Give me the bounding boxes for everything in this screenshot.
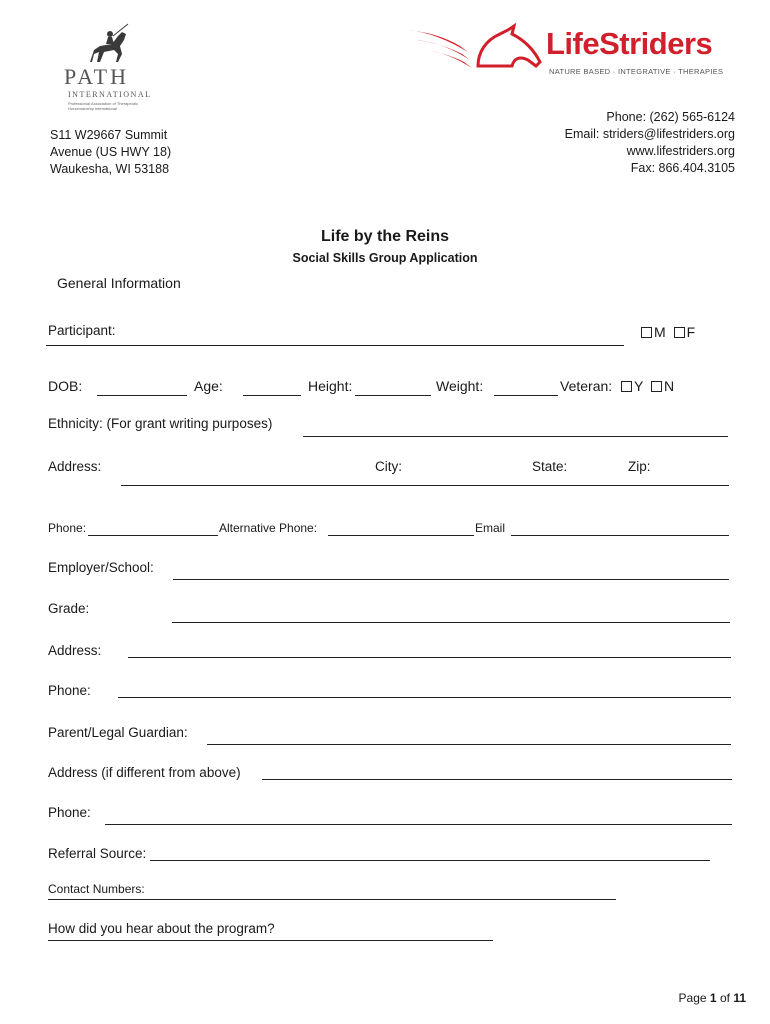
sex-options — [641, 324, 695, 340]
dob-label: DOB: — [48, 378, 83, 394]
lifestriders-tagline: NATURE BASED · INTEGRATIVE · THERAPIES — [549, 67, 724, 76]
weight-field[interactable] — [494, 395, 558, 396]
height-field[interactable] — [355, 395, 431, 396]
sex-f-label: F — [686, 324, 696, 340]
dob-field[interactable] — [97, 395, 187, 396]
veteran-options — [621, 378, 674, 394]
address-city-state-zip-field[interactable] — [121, 485, 729, 486]
veteran-no-label: N — [663, 378, 675, 394]
zip-label: Zip: — [628, 459, 651, 474]
page-current: 1 — [709, 991, 717, 1005]
school-phone-label: Phone: — [48, 683, 91, 698]
heard-field[interactable] — [48, 940, 493, 941]
alt-phone-field[interactable] — [328, 535, 474, 536]
page-of: of — [719, 991, 730, 1005]
veteran-yes-label: Y — [634, 378, 644, 394]
veteran-label: Veteran: — [560, 378, 613, 394]
guardian-label: Parent/Legal Guardian: — [48, 725, 188, 740]
lifestriders-logo — [408, 22, 748, 84]
horse-head-icon — [408, 22, 548, 84]
city-label: City: — [375, 459, 402, 474]
address-line: S11 W29667 Summit — [50, 128, 168, 142]
path-international-logo — [60, 22, 160, 112]
phone-field[interactable] — [88, 535, 218, 536]
form-subtitle: Social Skills Group Application — [292, 251, 478, 265]
participant-field[interactable] — [46, 345, 624, 346]
email-field[interactable] — [511, 535, 729, 536]
horse-rider-icon — [60, 22, 160, 67]
veteran-yes-checkbox[interactable] — [621, 381, 632, 392]
path-wordmark: PATH — [64, 64, 129, 89]
address-label: Address: — [48, 459, 102, 474]
height-label: Height: — [308, 378, 353, 394]
guardian-phone-field[interactable] — [105, 824, 732, 825]
sex-f-checkbox[interactable] — [674, 327, 685, 338]
contact-email: Email: striders@lifestriders.org — [564, 127, 735, 141]
contact-numbers-label: Contact Numbers: — [48, 882, 145, 896]
heard-label: How did you hear about the program? — [48, 921, 275, 936]
employer-label: Employer/School: — [48, 560, 154, 575]
email-label: Email — [475, 521, 506, 535]
page-number — [679, 991, 746, 1005]
guardian-field[interactable] — [207, 744, 731, 745]
grade-field[interactable] — [172, 622, 730, 623]
contact-website: www.lifestriders.org — [626, 144, 735, 158]
organization-address — [50, 127, 171, 178]
employer-field[interactable] — [173, 579, 729, 580]
referral-field[interactable] — [150, 860, 710, 861]
form-title: Life by the Reins — [320, 228, 450, 245]
lifestriders-wordmark: LifeStriders — [546, 26, 713, 61]
sex-m-label: M — [654, 324, 666, 340]
age-label: Age: — [194, 378, 223, 394]
weight-label: Weight: — [436, 378, 484, 394]
address-line: Waukesha, WI 53188 — [50, 162, 170, 176]
participant-label: Participant: — [48, 323, 116, 338]
grade-label: Grade: — [48, 601, 90, 616]
school-phone-field[interactable] — [118, 697, 731, 698]
age-field[interactable] — [243, 395, 301, 396]
phone-label: Phone: — [48, 521, 87, 535]
ethnicity-label: Ethnicity: (For grant writing purposes) — [48, 416, 273, 431]
guardian-phone-label: Phone: — [48, 805, 91, 820]
sex-m-checkbox[interactable] — [641, 327, 652, 338]
school-address-field[interactable] — [128, 657, 731, 658]
guardian-address-label: Address (if different from above) — [48, 765, 241, 780]
contact-numbers-field[interactable] — [48, 899, 616, 900]
ethnicity-field[interactable] — [303, 436, 728, 437]
page-total: 11 — [733, 991, 746, 1005]
referral-label: Referral Source: — [48, 846, 147, 861]
path-tagline: Professional Association of Therapeutic Horsemanship International — [68, 101, 138, 111]
contact-fax: Fax: 866.404.3105 — [630, 161, 735, 175]
page-word: Page — [678, 991, 707, 1005]
guardian-address-field[interactable] — [262, 779, 732, 780]
organization-contact — [565, 109, 735, 177]
veteran-no-checkbox[interactable] — [651, 381, 662, 392]
state-label: State: — [532, 459, 568, 474]
school-address-label: Address: — [48, 643, 102, 658]
address-line: Avenue (US HWY 18) — [50, 145, 172, 159]
section-heading: General Information — [57, 275, 181, 291]
alt-phone-label: Alternative Phone: — [219, 521, 318, 535]
contact-phone: Phone: (262) 565-6124 — [606, 110, 735, 124]
path-subname: INTERNATIONAL — [68, 90, 152, 99]
